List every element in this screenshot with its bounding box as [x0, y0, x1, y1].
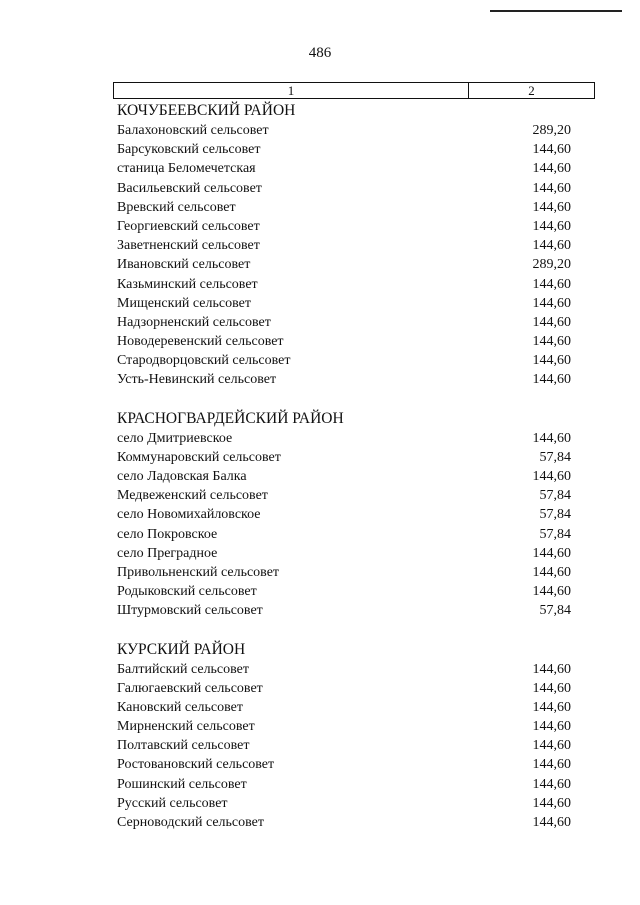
- row-value: 144,60: [532, 776, 571, 792]
- row-value: 144,60: [532, 372, 571, 388]
- table-row: [117, 159, 571, 178]
- row-name: село Новомихайловское: [117, 507, 261, 523]
- table-row: [117, 429, 571, 448]
- row-value: 57,84: [539, 603, 571, 619]
- row-value: 144,60: [532, 353, 571, 369]
- row-value: 144,60: [532, 218, 571, 234]
- table-row: [117, 313, 571, 332]
- row-name: Полтавский сельсовет: [117, 738, 250, 754]
- table-row: [117, 679, 571, 698]
- table-row: [117, 467, 571, 486]
- table-row: [117, 198, 571, 217]
- row-name: Ивановский сельсовет: [117, 257, 251, 273]
- row-name: Балахоновский сельсовет: [117, 123, 269, 138]
- row-value: 144,60: [532, 661, 571, 677]
- row-name: Штурмовский сельсовет: [117, 603, 263, 619]
- row-value: 57,84: [539, 507, 571, 523]
- column-header-2: 2: [528, 83, 535, 98]
- row-value: 144,60: [532, 199, 571, 215]
- row-name: Галюгаевский сельсовет: [117, 680, 263, 696]
- row-value: 144,60: [532, 719, 571, 735]
- table-row: [117, 332, 571, 351]
- table-row: [117, 813, 571, 832]
- row-value: 144,60: [532, 334, 571, 350]
- row-name: Коммунаровский сельсовет: [117, 449, 281, 465]
- row-value: 144,60: [532, 314, 571, 330]
- row-name: Вревский сельсовет: [117, 199, 236, 215]
- row-value: 289,20: [532, 257, 571, 273]
- table-row: [117, 121, 571, 140]
- row-name: Усть-Невинский сельсовет: [117, 372, 277, 388]
- row-name: Балтийский сельсовет: [117, 661, 250, 677]
- row-name: Кановский сельсовет: [117, 699, 243, 715]
- row-name: Родыковский сельсовет: [117, 584, 257, 600]
- table-row: [117, 544, 571, 563]
- table-row: [117, 217, 571, 236]
- row-value: 144,60: [532, 757, 571, 773]
- table-row: [117, 525, 571, 544]
- table-row: [117, 794, 571, 813]
- row-name: Георгиевский сельсовет: [117, 218, 260, 234]
- district-title: КРАСНОГВАРДЕЙСКИЙ РАЙОН: [117, 409, 344, 427]
- top-rule: [490, 10, 622, 12]
- row-name: Мищенский сельсовет: [117, 295, 251, 311]
- row-name: село Дмитриевское: [117, 430, 233, 446]
- row-value: 57,84: [539, 488, 571, 504]
- table-header: [113, 82, 595, 99]
- row-name: село Покровское: [117, 526, 218, 542]
- table-row: [117, 486, 571, 505]
- district-section: [117, 409, 571, 621]
- row-value: 144,60: [532, 469, 571, 484]
- row-value: 144,60: [532, 584, 571, 600]
- table-row: [117, 448, 571, 467]
- table-row: [117, 140, 571, 159]
- table-row: [117, 255, 571, 274]
- row-value: 57,84: [539, 526, 571, 542]
- row-name: Васильевский сельсовет: [117, 180, 262, 196]
- row-name: Медвеженский сельсовет: [117, 488, 268, 504]
- row-name: село Ладовская Балка: [117, 469, 247, 484]
- row-value: 144,60: [532, 430, 571, 446]
- table-row: [117, 698, 571, 717]
- row-value: 144,60: [532, 795, 571, 811]
- row-name: село Преградное: [117, 545, 218, 561]
- table-body: [117, 101, 571, 851]
- table-row: [117, 294, 571, 313]
- row-name: Мирненский сельсовет: [117, 719, 255, 735]
- district-section: [117, 101, 571, 390]
- row-name: Серноводский сельсовет: [117, 815, 264, 830]
- table-row: [117, 582, 571, 601]
- district-section: [117, 640, 571, 833]
- row-value: 144,60: [532, 276, 571, 292]
- row-value: 144,60: [532, 699, 571, 715]
- row-value: 144,60: [532, 238, 571, 254]
- row-value: 144,60: [532, 180, 571, 196]
- row-name: Рошинский сельсовет: [117, 776, 247, 792]
- row-name: Новодеревенский сельсовет: [117, 334, 284, 350]
- row-value: 144,60: [532, 295, 571, 311]
- table-row: [117, 179, 571, 198]
- row-value: 144,60: [532, 142, 571, 158]
- row-name: Стародворцовский сельсовет: [117, 353, 291, 369]
- row-name: Надзорненский сельсовет: [117, 314, 271, 330]
- table-row: [117, 717, 571, 736]
- row-value: 144,60: [532, 161, 571, 177]
- table-row: [117, 563, 571, 582]
- district-title: КУРСКИЙ РАЙОН: [117, 640, 246, 658]
- row-value: 144,60: [532, 680, 571, 696]
- row-value: 57,84: [539, 449, 571, 465]
- row-name: Заветненский сельсовет: [117, 238, 260, 254]
- district-title: КОЧУБЕЕВСКИЙ РАЙОН: [117, 102, 296, 119]
- row-value: 144,60: [532, 564, 571, 580]
- row-name: станица Беломечетская: [117, 161, 256, 177]
- table-row: [117, 236, 571, 255]
- table-row: [117, 601, 571, 620]
- page-number: 486: [308, 45, 332, 61]
- row-value: 144,60: [532, 815, 571, 830]
- table-row: [117, 775, 571, 794]
- row-value: 144,60: [532, 738, 571, 754]
- row-name: Барсуковский сельсовет: [117, 142, 261, 158]
- table-row: [117, 660, 571, 679]
- table-row: [117, 351, 571, 370]
- table-row: [117, 275, 571, 294]
- row-name: Русский сельсовет: [117, 795, 228, 811]
- row-value: 289,20: [532, 123, 571, 138]
- table-row: [117, 736, 571, 755]
- column-header-1: 1: [114, 83, 469, 98]
- table-row: [117, 755, 571, 774]
- row-value: 144,60: [532, 545, 571, 561]
- row-name: Привольненский сельсовет: [117, 564, 280, 580]
- table-row: [117, 505, 571, 524]
- table-row: [117, 370, 571, 389]
- row-name: Ростовановский сельсовет: [117, 757, 275, 773]
- row-name: Казьминский сельсовет: [117, 276, 258, 292]
